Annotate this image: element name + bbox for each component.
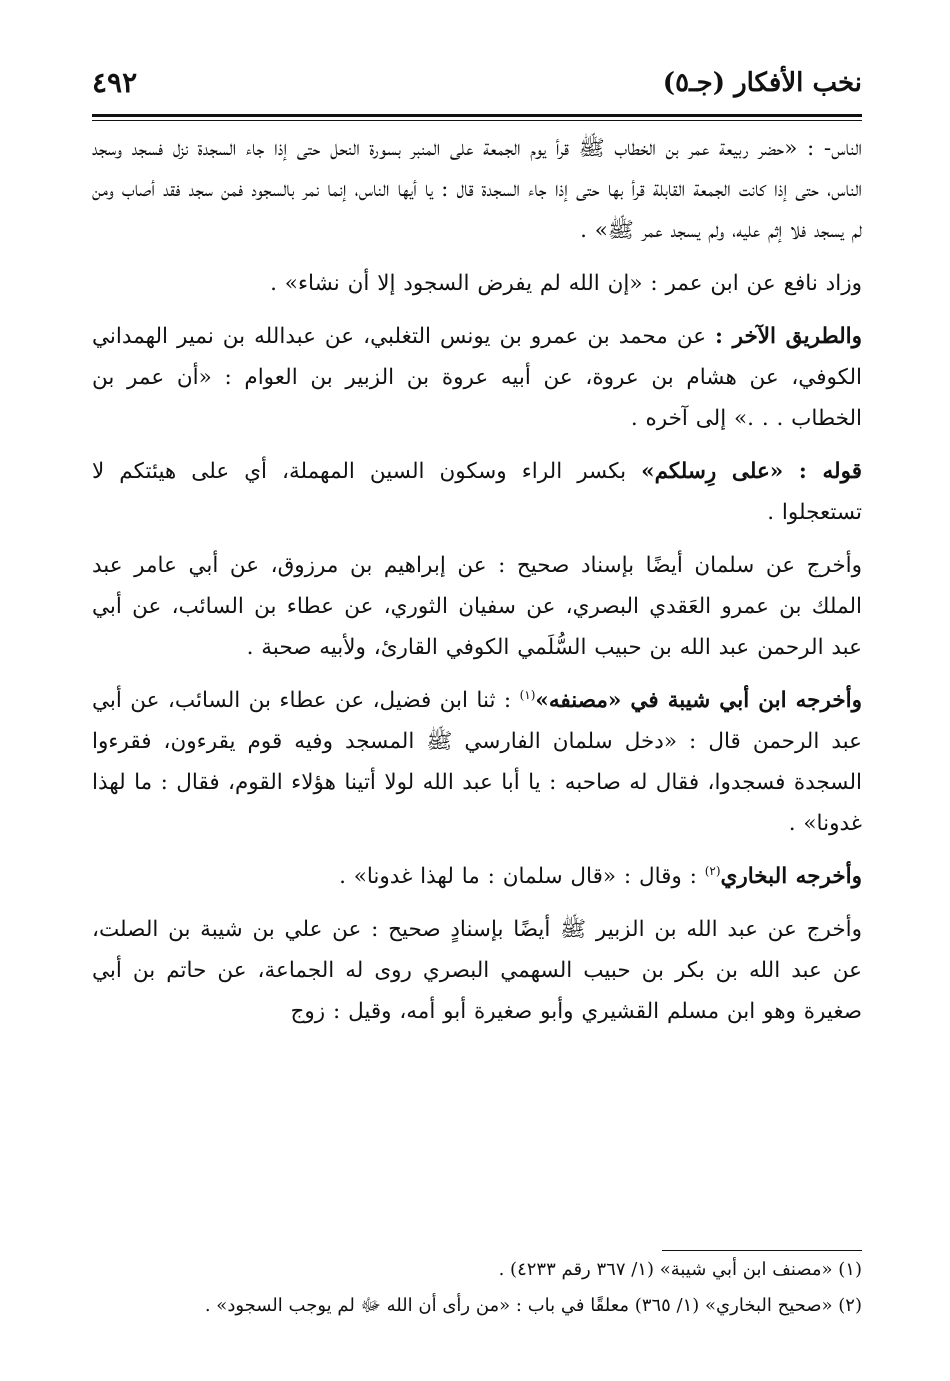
footnote-ref[interactable]: (٢)	[704, 863, 721, 878]
paragraph	[92, 545, 862, 668]
running-title: نخب الأفكار (جـ٥)	[662, 68, 862, 98]
paragraph-text: : وقال : «قال سلمان : ما لهذا غدونا» .	[339, 864, 705, 889]
footnotes	[92, 1252, 862, 1324]
paragraph-text: وأخرج عن عبد الله بن الزبير ﷺ أيضًا بإسنادٍ صحيح : عن علي بن شيبة بن الصلت، عن عبد الله بن بكر بن حبيب السهمي البصري روى له الجماعة، عن حاتم بن أبي صغيرة وهو ابن مسلم القشيري وأبو صغيرة أبو أمه، وقيل : زوج	[92, 917, 862, 1024]
paragraph	[92, 856, 862, 897]
paragraph	[92, 316, 862, 439]
paragraph	[92, 909, 862, 1032]
paragraph-lead: والطريق الآخر :	[715, 324, 862, 349]
paragraph-lead: قوله : «على رِسلكم»	[641, 459, 862, 484]
footnote: (٢) «صحيح البخاري» (١/ ٣٦٥) معلقًا في باب : «من رأى أن الله ﷻ لم يوجب السجود» .	[204, 1295, 862, 1316]
page-number: ٤٩٢	[92, 66, 138, 99]
paragraph-text: : ثنا ابن فضيل، عن عطاء بن السائب، عن أبي عبد الرحمن قال : «دخل سلمان الفارسي ﷺ المسجد وفيه قوم يقرءون، فقرءوا السجدة فسجدوا، فقال له صاحبه : يا أبا عبد الله لولا أتينا هؤلاء القوم، فقال : ما لهذا غدونا» .	[92, 688, 862, 836]
paragraph-text: وزاد نافع عن ابن عمر : «إن الله لم يفرض السجود إلا أن نشاء» .	[270, 271, 862, 296]
paragraph-lead: وأخرجه البخاري	[720, 864, 862, 889]
paragraph	[92, 451, 862, 533]
footnote: (١) «مصنف ابن أبي شيبة» (١/ ٣٦٧ رقم ٤٢٣٣) .	[498, 1259, 862, 1280]
paragraph	[92, 680, 862, 844]
footnote-separator	[662, 1250, 862, 1251]
paragraph-text: الناس- : «حضر ربيعة عمر بن الخطاب ﷺ قرأ يوم الجمعة على المنبر بسورة النحل حتى إذا جاء السجدة نزل فسجد وسجد الناس، حتى إذا كانت الجمعة القابلة قرأ بها حتى إذا جاء السجدة قال : يا أيها الناس، إنما نمر بالسجود فمن سجد فقد أصاب ومن لم يسجد فلا إثم عليه، ولم يسجد عمر ﷺ» .	[92, 136, 862, 243]
paragraph-text: عن محمد بن عمرو بن يونس التغلبي، عن عبدالله بن نمير الهمداني الكوفي، عن هشام بن عروة، عن أبيه عروة بن الزبير بن العوام : «أن عمر بن الخطاب . . .» إلى آخره .	[92, 324, 862, 431]
header-rule-thin	[92, 120, 862, 121]
footnote-ref[interactable]: (١)	[519, 687, 536, 702]
paragraph	[92, 128, 862, 251]
paragraph-text: بكسر الراء وسكون السين المهملة، أي على هيئتكم لا تستعجلوا .	[92, 459, 862, 525]
page-header	[92, 60, 862, 110]
paragraph-text: وأخرج عن سلمان أيضًا بإسناد صحيح : عن إبراهيم بن مرزوق، عن أبي عامر عبد الملك بن عمرو العَقدي البصري، عن سفيان الثوري، عن عطاء بن السائب، عن أبي عبد الرحمن عبد الله بن حبيب السُّلَمي الكوفي القارئ، ولأبيه صحبة .	[92, 553, 862, 660]
header-rule-thick	[92, 114, 862, 117]
paragraph-lead: وأخرجه ابن أبي شيبة في «مصنفه»	[535, 688, 862, 713]
paragraph	[92, 263, 862, 304]
main-text	[92, 128, 862, 1248]
